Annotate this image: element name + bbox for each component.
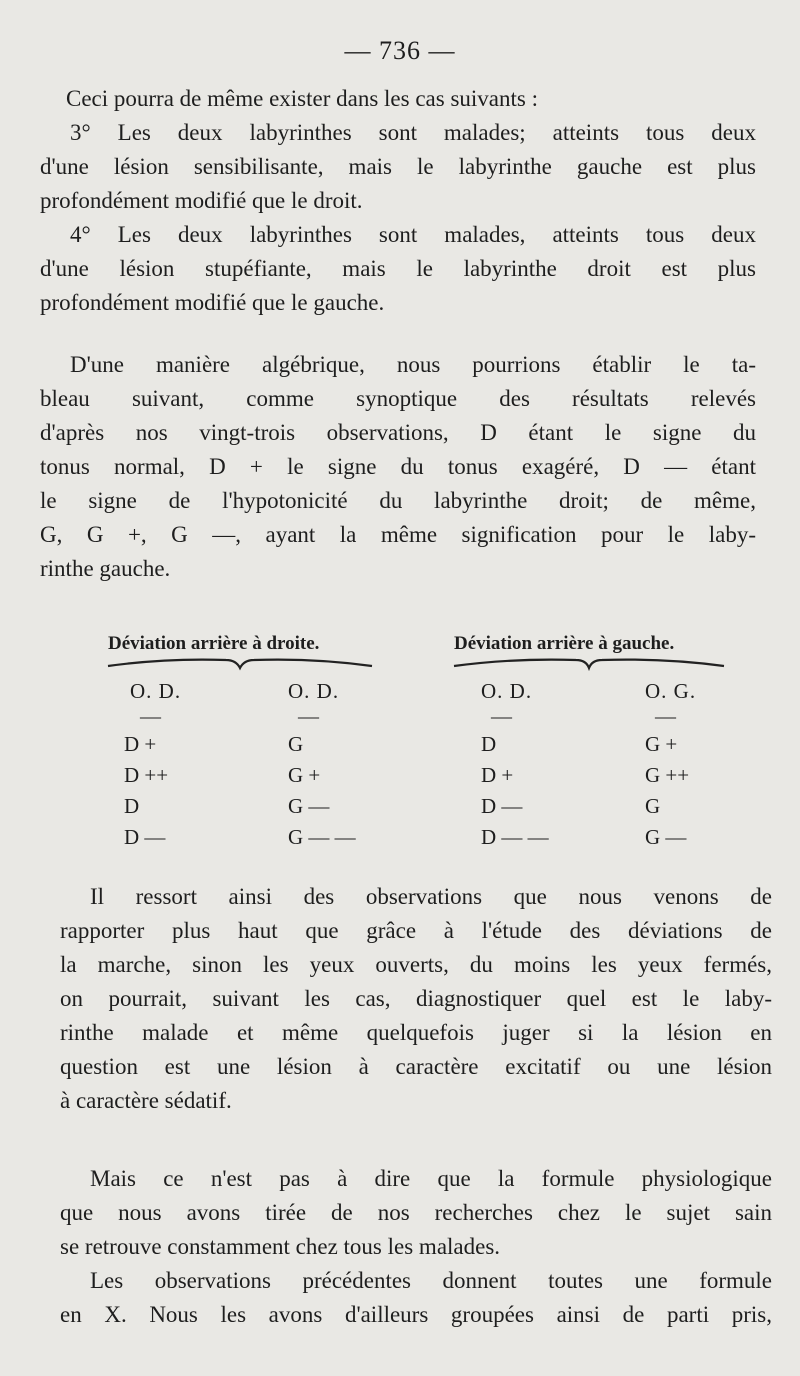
text-line: on pourrait, suivant les cas, diagnostiquer quel est le laby- [60,986,772,1011]
table-cell: D + [481,763,514,787]
text-line: 4° Les deux labyrinthes sont malades, atteints tous deux [70,222,756,247]
table-cell: G [645,794,661,818]
text-line: se retrouve constamment chez tous les malades. [60,1234,501,1259]
column-header: O. G. [645,679,697,703]
column-dash: — [140,704,161,728]
group-header-left-deviation: Déviation arrière à gauche. [454,633,675,654]
text-line: profondément modifié que le gauche. [40,290,385,315]
table-cell: G — [288,794,330,818]
table-cell: D [124,794,140,818]
text-line: en X. Nous les avons d'ailleurs groupées ainsi de parti pris, [60,1302,772,1327]
text-line: rinthe gauche. [40,556,171,581]
text-line: le signe de l'hypotonicité du labyrinthe droit; de même, [40,488,756,513]
text-line: G, G +, G —, ayant la même signification pour le laby- [40,522,756,547]
text-line: Il ressort ainsi des observations que nous venons de [90,884,772,909]
text-line: tonus normal, D + le signe du tonus exagéré, D — étant [40,454,756,479]
final-paragraph [60,1162,772,1332]
table-column [124,675,182,853]
table-cell: D + [124,732,157,756]
text-line: 3° Les deux labyrinthes sont malades; atteints tous deux [70,120,756,145]
text-line: Ceci pourra de même exister dans les cas suivants : [66,86,538,111]
text-line: à caractère sédatif. [60,1088,232,1113]
text-line: rinthe malade et même quelquefois juger si la lésion en [60,1020,772,1045]
table-cell: D — [124,825,166,849]
intro-paragraph [40,82,756,320]
text-line: Les observations précédentes donnent toutes une formule [90,1268,772,1293]
text-line: profondément modifié que le droit. [40,188,363,213]
text-line: bleau suivant, comme synoptique des résultats relevés [40,386,756,411]
table-cell: D ++ [124,763,169,787]
text-line: D'une manière algébrique, nous pourrions établir le ta- [70,352,756,377]
table-cell: D — [481,794,523,818]
text-line: question est une lésion à caractère excitatif ou une lésion [60,1054,772,1079]
table-cell: D [481,732,497,756]
brace-right-group [106,654,374,672]
text-line: d'une lésion sensibilisante, mais le labyrinthe gauche est plus [40,154,756,179]
text-line: d'après nos vingt-trois observations, D étant le signe du [40,420,756,445]
text-line: d'une lésion stupéfiante, mais le labyrinthe droit est plus [40,256,756,281]
algebraic-paragraph [40,348,756,586]
table-cell: G — [645,825,687,849]
table-cell: G + [645,732,678,756]
text-line: la marche, sinon les yeux ouverts, du moins les yeux fermés, [60,952,772,977]
text-line: que nous avons tirée de nos recherches chez le sujet sain [60,1200,772,1225]
table-column [481,675,549,853]
table-column [288,675,356,853]
table-cell: D — — [481,825,549,849]
table-cell: G ++ [645,763,690,787]
table-cell: G + [288,763,321,787]
table-column [645,675,696,853]
page-number: — 736 — [344,36,456,65]
conclusion-paragraph [60,880,772,1118]
column-header: O. D. [130,679,182,703]
column-header: O. D. [481,679,533,703]
brace-left-group [452,654,726,672]
text-line: rapporter plus haut que grâce à l'étude des déviations de [60,918,772,943]
column-dash: — [491,704,512,728]
column-dash: — [655,704,676,728]
table-cell: G [288,732,304,756]
group-header-right-deviation: Déviation arrière à droite. [108,633,320,654]
column-header: O. D. [288,679,340,703]
table-cell: G — — [288,825,356,849]
column-dash: — [298,704,319,728]
text-line: Mais ce n'est pas à dire que la formule physiologique [90,1166,772,1191]
